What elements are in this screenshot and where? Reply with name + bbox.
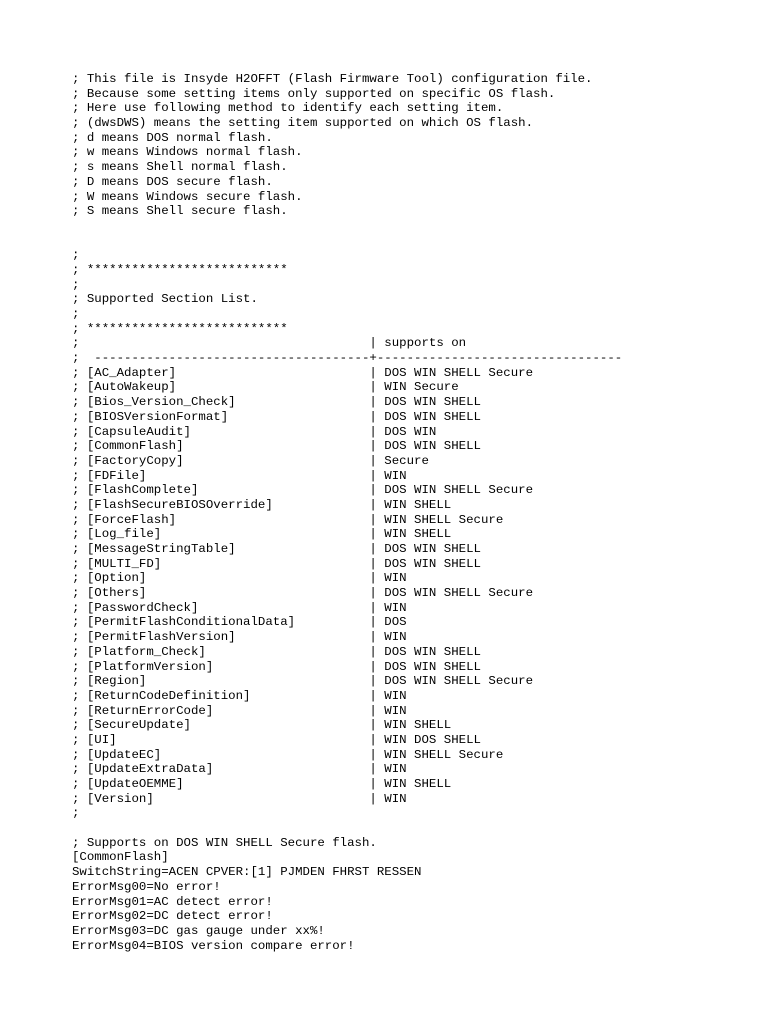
setting-line: ErrorMsg04=BIOS version compare error!: [72, 938, 355, 953]
comment-line: ; | supports on: [72, 336, 467, 351]
comment-line: ;: [72, 248, 80, 263]
comment-line: ; [CapsuleAudit] | DOS WIN: [72, 424, 437, 439]
comment-line: ; [Bios_Version_Check] | DOS WIN SHELL: [72, 395, 481, 410]
blank-line: [72, 219, 752, 234]
comment-line: ; D means DOS secure flash.: [72, 174, 273, 189]
comment-line: ; d means DOS normal flash.: [72, 130, 273, 145]
blank-line: [72, 821, 752, 836]
setting-line: ErrorMsg02=DC detect error!: [72, 909, 273, 924]
comment-line: ; [AutoWakeup] | WIN Secure: [72, 380, 459, 395]
comment-line: ; This file is Insyde H2OFFT (Flash Firmware Tool) configuration file.: [72, 72, 593, 86]
comment-line: ; [FactoryCopy] | Secure: [72, 453, 429, 468]
comment-line: ; [Region] | DOS WIN SHELL Secure: [72, 674, 534, 689]
section-header-line: [CommonFlash]: [72, 850, 169, 865]
comment-line: ; [PermitFlashConditionalData] | DOS: [72, 615, 407, 630]
blank-line: [72, 234, 752, 249]
comment-line: ; [ReturnErrorCode] | WIN: [72, 703, 407, 718]
comment-line: ; Supported Section List.: [72, 292, 258, 307]
setting-line: ErrorMsg00=No error!: [72, 879, 221, 894]
comment-line: ; s means Shell normal flash.: [72, 160, 288, 175]
comment-line: ; [UI] | WIN DOS SHELL: [72, 732, 481, 747]
comment-line: ; Supports on DOS WIN SHELL Secure flash.: [72, 835, 377, 850]
comment-line: ; [PermitFlashVersion] | WIN: [72, 630, 407, 645]
comment-line: ; [Option] | WIN: [72, 571, 407, 586]
comment-line: ; [Others] | DOS WIN SHELL Secure: [72, 586, 534, 601]
comment-line: ; [Version] | WIN: [72, 791, 407, 806]
comment-line: ; [FlashSecureBIOSOverride] | WIN SHELL: [72, 497, 452, 512]
comment-line: ; [FDFile] | WIN: [72, 468, 407, 483]
comment-line: ; Here use following method to identify each setting item.: [72, 101, 504, 116]
comment-line: ;: [72, 307, 80, 321]
setting-line: SwitchString=ACEN CPVER:[1] PJMDEN FHRST RESSEN: [72, 865, 422, 880]
comment-line: ; [AC_Adapter] | DOS WIN SHELL Secure: [72, 365, 534, 380]
comment-line: ; w means Windows normal flash.: [72, 145, 303, 160]
comment-line: ; ***************************: [72, 321, 288, 336]
comment-line: ; [ReturnCodeDefinition] | WIN: [72, 688, 407, 703]
setting-line: ErrorMsg03=DC gas gauge under xx%!: [72, 923, 325, 938]
setting-line: ErrorMsg01=AC detect error!: [72, 894, 273, 909]
comment-line: ; W means Windows secure flash.: [72, 189, 303, 204]
comment-line: ; [FlashComplete] | DOS WIN SHELL Secure: [72, 483, 534, 498]
comment-line: ; [BIOSVersionFormat] | DOS WIN SHELL: [72, 409, 481, 424]
comment-line: ; [UpdateEC] | WIN SHELL Secure: [72, 747, 504, 762]
comment-line: ; S means Shell secure flash.: [72, 204, 288, 219]
comment-line: ; [PlatformVersion] | DOS WIN SHELL: [72, 659, 481, 674]
comment-line: ; Because some setting items only supported on specific OS flash.: [72, 86, 556, 101]
comment-line: ;: [72, 277, 80, 292]
config-file-text: [72, 72, 752, 953]
comment-line: ; [UpdateExtraData] | WIN: [72, 762, 407, 777]
comment-line: ; [PasswordCheck] | WIN: [72, 600, 407, 615]
comment-line: ;: [72, 806, 80, 821]
comment-line: ; [SecureUpdate] | WIN SHELL: [72, 718, 452, 733]
comment-line: ; [UpdateOEMME] | WIN SHELL: [72, 777, 452, 791]
comment-line: ; ***************************: [72, 262, 288, 277]
comment-line: ; [Platform_Check] | DOS WIN SHELL: [72, 644, 481, 659]
comment-line: ; [Log_file] | WIN SHELL: [72, 527, 452, 542]
comment-line: ; -------------------------------------+---------------------------------: [72, 351, 623, 366]
comment-line: ; [MULTI_FD] | DOS WIN SHELL: [72, 556, 481, 571]
comment-line: ; [ForceFlash] | WIN SHELL Secure: [72, 512, 504, 527]
comment-line: ; [CommonFlash] | DOS WIN SHELL: [72, 439, 481, 454]
comment-line: ; (dwsDWS) means the setting item supported on which OS flash.: [72, 116, 534, 131]
comment-line: ; [MessageStringTable] | DOS WIN SHELL: [72, 542, 481, 556]
